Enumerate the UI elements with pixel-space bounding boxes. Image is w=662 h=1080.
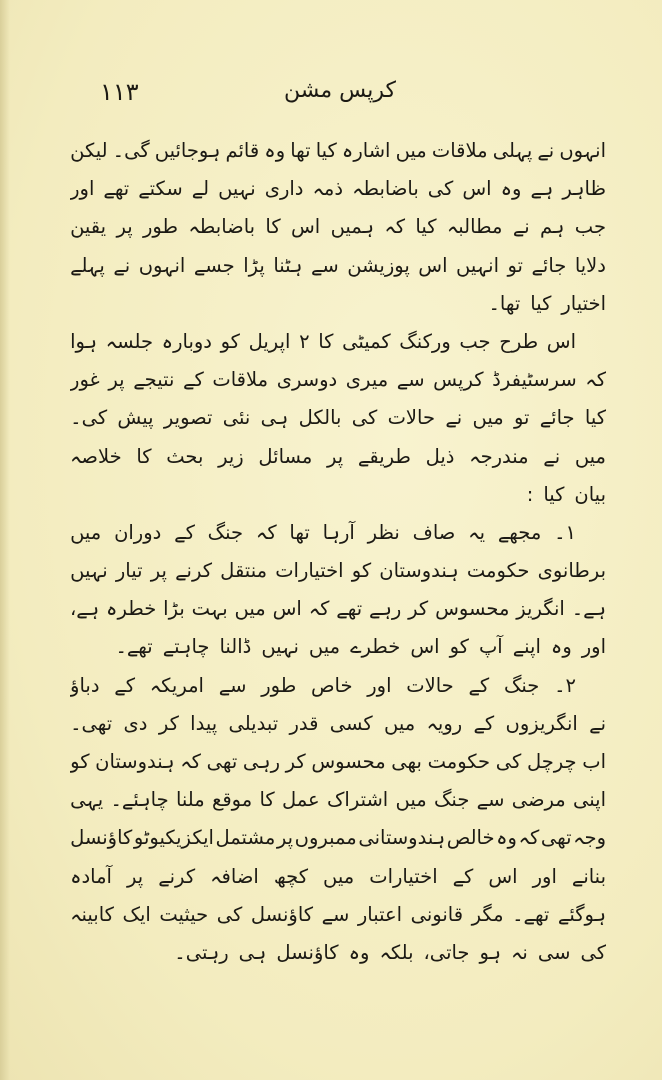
word: ہندوستان (95, 750, 175, 773)
word: ظاہر (562, 177, 606, 201)
word: اس (410, 635, 440, 659)
word: رہی (242, 750, 281, 773)
text-line (70, 438, 606, 476)
text-line (70, 361, 606, 399)
word: قانونی (410, 902, 464, 926)
word: کمیٹی (342, 329, 391, 353)
word: اس (418, 253, 448, 277)
word: کسی (329, 711, 373, 735)
word: میں (472, 406, 504, 430)
word: بڑا (163, 597, 185, 621)
word: تو (513, 406, 530, 430)
word: مگر (471, 902, 504, 926)
text-line (70, 323, 606, 361)
word: پر (127, 864, 144, 888)
word: دی (123, 711, 148, 735)
word: پر (150, 559, 167, 583)
word: تھی۔ (70, 711, 113, 735)
word: تبدیلی (228, 711, 279, 735)
word: جلسہ (105, 329, 154, 353)
word: میں (323, 864, 355, 888)
word: رہے (369, 597, 402, 621)
word: جاتی، (423, 940, 470, 964)
word: اضافہ (210, 864, 259, 888)
word: ہوا (70, 329, 98, 353)
text-line (70, 590, 606, 628)
word: چاہئے۔ (110, 788, 169, 812)
word: کہ (308, 597, 330, 621)
word: خطرہ (106, 597, 157, 621)
word: مندرجہ (469, 444, 529, 468)
word: تھے۔ (115, 635, 153, 659)
word: سے (476, 788, 505, 812)
text-line (70, 705, 606, 743)
word: کچھ (273, 864, 309, 888)
word: میں (308, 635, 341, 659)
word: مرضی (511, 788, 566, 812)
word: کی (216, 902, 243, 926)
word: ہوگئے (557, 902, 606, 926)
word: خاص (310, 673, 353, 697)
word: چاہتے (162, 635, 210, 659)
word: زیر (218, 444, 244, 468)
page-header (70, 78, 610, 114)
word: وہ (348, 940, 370, 964)
word: میں (70, 520, 102, 544)
word: کی۔ (70, 406, 108, 430)
word: جنگ (207, 520, 244, 544)
word: میں (574, 444, 606, 468)
word: کے (183, 368, 204, 392)
word: ملاقات (212, 368, 269, 392)
word: کہ (180, 750, 201, 773)
text-line (70, 858, 606, 896)
word: ہندوستان (379, 559, 459, 583)
word: وجہ (573, 826, 606, 850)
word: تھا (290, 139, 311, 162)
word: کیا (530, 291, 552, 315)
word: تھا (289, 520, 310, 544)
word: کے (452, 864, 474, 888)
word: نے (537, 139, 555, 162)
text-line (70, 934, 606, 972)
word: دوران (114, 520, 162, 544)
text-line (70, 628, 606, 666)
text-line (70, 819, 606, 857)
word: جائے (539, 406, 575, 430)
word: ممبروں (294, 826, 357, 850)
word: وہ (500, 177, 522, 201)
word: ہم (540, 215, 565, 239)
word: کیا (543, 482, 565, 506)
text-line (70, 896, 606, 934)
word: بالکل (298, 406, 342, 430)
text-line (70, 247, 606, 285)
word: میں (395, 788, 427, 812)
word: سے (310, 253, 339, 277)
word: کے (114, 673, 135, 697)
word: یہ (468, 520, 485, 544)
word: نہ (511, 940, 528, 964)
word: گی۔ (112, 139, 150, 162)
word: کرنے (158, 864, 196, 888)
page-number: ١١٣ (100, 78, 139, 106)
word: انہوں (138, 253, 186, 277)
word: نئی (222, 406, 251, 430)
word: صاف (412, 520, 456, 544)
text-line (70, 781, 606, 819)
word: ذیل (425, 444, 455, 468)
word: میں (234, 597, 266, 621)
word: ہٹنا (273, 253, 303, 277)
word: ذمہ (312, 177, 344, 201)
word: تیار (115, 559, 143, 583)
word: کی (495, 750, 522, 773)
word: اختیارات (275, 559, 344, 583)
word: پر (108, 368, 125, 392)
word: نے (589, 711, 606, 735)
word: ملنا (175, 788, 205, 812)
word: وہ (550, 635, 572, 659)
word: نظر (367, 520, 400, 544)
word: ہی (238, 940, 267, 964)
text-line (70, 399, 606, 437)
word: کاؤنسل (70, 826, 133, 850)
word: اس (488, 864, 518, 888)
word: انگریزوں (505, 711, 578, 735)
word: کہ (518, 826, 540, 850)
word: اب (582, 750, 606, 773)
word: تصویر (163, 406, 213, 430)
word: کے (468, 673, 490, 697)
word: بلکہ (379, 940, 414, 964)
word: تھے (336, 597, 363, 621)
word: نے (445, 406, 463, 430)
word: ہندوستانی (358, 826, 446, 850)
word: تھا۔ (488, 291, 521, 315)
word: کیا (315, 139, 337, 162)
word: سے (218, 673, 247, 697)
text-line (70, 514, 606, 552)
word: کر (158, 711, 179, 735)
word: قائم (225, 139, 260, 162)
word: پر (327, 444, 344, 468)
word: نے (113, 253, 131, 277)
word: یقین (70, 215, 107, 239)
word: میری (345, 368, 389, 392)
word: کی (427, 177, 454, 201)
word: لیکن (70, 139, 108, 162)
word: ہمیں (330, 215, 374, 239)
word: محسوس (435, 597, 510, 621)
text-line (70, 208, 606, 246)
word: حکومت (427, 750, 491, 773)
word: آرہا (322, 520, 355, 544)
word: نے (512, 215, 530, 239)
word: کیا (584, 406, 606, 430)
word: تھی (540, 826, 572, 850)
word: کی (580, 940, 606, 964)
word: ہے، (70, 597, 100, 621)
word: جائے (531, 253, 567, 277)
word: کر (285, 750, 306, 773)
word: کر (408, 597, 429, 621)
page-edge-shadow (0, 0, 10, 1080)
word: خطرے (350, 635, 401, 659)
word: میں (384, 711, 416, 735)
word: کا (259, 788, 275, 812)
word: طور (261, 673, 297, 697)
word: اور (532, 864, 557, 888)
word: چرچل (526, 750, 577, 773)
word: نتیجے (133, 368, 175, 392)
word: بھی (391, 750, 422, 773)
word: موقع (211, 788, 253, 812)
word: اشتراک (326, 788, 389, 812)
word: طرح (499, 329, 539, 353)
word: اس (462, 177, 492, 201)
word: ورکنگ (399, 329, 451, 353)
word: کہ (384, 215, 406, 239)
word: نہیں (218, 177, 256, 201)
word: کا (136, 444, 152, 468)
word: محسوس (311, 750, 386, 773)
word: دباؤ (70, 673, 100, 697)
word: حالات (387, 406, 436, 430)
word: دوبارہ (161, 329, 212, 353)
word: پر (276, 826, 294, 850)
word: نہیں (261, 635, 299, 659)
word: اور (70, 177, 95, 201)
word: کاؤنسل (250, 902, 314, 926)
word: کہ (255, 520, 277, 544)
word: رویہ (426, 711, 463, 735)
word: دلایا (574, 253, 606, 277)
word: ۲۔ (554, 673, 576, 697)
word: مشتمل (215, 826, 276, 850)
word: تھے۔ (512, 902, 550, 926)
word: پہلے (70, 253, 105, 277)
word: نے (543, 444, 561, 468)
word: کی (351, 406, 378, 430)
word: آپ (478, 635, 503, 659)
word: وہ (496, 826, 517, 850)
word: قدر (289, 711, 319, 735)
word: تو (507, 253, 523, 277)
text-line (70, 285, 606, 323)
word: پیدا (190, 711, 218, 735)
word: کیا (415, 215, 437, 239)
word: ہوجائیں (154, 139, 221, 162)
word: آمادہ (70, 864, 112, 888)
word: کو (449, 635, 469, 659)
word: ہے۔ (571, 597, 606, 621)
word: غور (70, 368, 100, 392)
word: تھے (103, 177, 130, 201)
word: وہ (264, 139, 286, 162)
word: اور (367, 673, 392, 697)
word: کا (318, 329, 334, 353)
text-line (70, 170, 606, 208)
word: اور (581, 635, 606, 659)
word: طور (142, 215, 178, 239)
word: تھی (206, 750, 238, 773)
word: اپنے (512, 635, 541, 659)
word: یہی (70, 788, 104, 812)
word: اختیارات (369, 864, 438, 888)
text-line (70, 667, 606, 705)
word: جنگ (503, 673, 540, 697)
word: دوسری (276, 368, 338, 392)
word: اس (290, 215, 321, 239)
word: عمل (281, 788, 320, 812)
word: کرنے (175, 559, 212, 583)
word: جسے (193, 253, 235, 277)
word: کا (265, 215, 281, 239)
body-text (70, 132, 606, 972)
word: ملاقات (431, 139, 488, 162)
word: باضابطہ (352, 177, 419, 201)
word: پڑا (243, 253, 265, 277)
word: کرپس (433, 368, 484, 392)
word: ایکزیکیوٹو (133, 826, 214, 850)
word: اس (272, 597, 302, 621)
text-line (70, 552, 606, 590)
word: کابینہ (70, 902, 114, 926)
word: جب (574, 215, 606, 239)
word: اعتبار (357, 902, 403, 926)
word: حکومت (466, 559, 530, 583)
word: سی (537, 940, 571, 964)
word: مطالبہ (446, 215, 503, 239)
word: کاؤنسل (276, 940, 339, 964)
word: بنانے (571, 864, 606, 888)
word: انہیں (455, 253, 499, 277)
word: اپنی (573, 788, 606, 812)
word: جب (459, 329, 491, 353)
word: اس (546, 329, 576, 353)
word: کو (351, 559, 372, 583)
word: ڈالنا (219, 635, 252, 659)
word: بیان (574, 482, 606, 506)
word: سے (321, 902, 350, 926)
word: نہیں (70, 559, 108, 583)
word: کے (473, 711, 495, 735)
word: خلاصہ (70, 444, 122, 468)
word: ۲ (299, 329, 310, 353)
word: بحث (166, 444, 204, 468)
running-title: کرپس مشن (284, 78, 396, 103)
word: کہ (585, 368, 606, 392)
word: پہلی (492, 139, 533, 162)
word: ہو (479, 940, 501, 964)
word: کو (70, 750, 90, 773)
word: داری (264, 177, 304, 201)
word: انگریز (516, 597, 565, 621)
word: منتقل (220, 559, 268, 583)
word: ایک (122, 902, 151, 926)
word: سکتے (138, 177, 183, 201)
word: طریقے (357, 444, 411, 468)
word: ہی (260, 406, 289, 430)
text-line (70, 132, 606, 170)
word: کے (174, 520, 195, 544)
word: باضابطہ (188, 215, 256, 239)
word: جنگ (433, 788, 470, 812)
word: رہتی۔ (174, 940, 229, 964)
word: ہے (530, 177, 554, 201)
word: مسائل (258, 444, 313, 468)
word: حالات (406, 673, 454, 697)
word: اشارہ (341, 139, 391, 162)
word: اختیار (561, 291, 606, 315)
word: ۱۔ (554, 520, 576, 544)
word: پیش (117, 406, 154, 430)
text-line (70, 743, 606, 781)
word: مجھے (497, 520, 542, 544)
word: اپریل (248, 329, 291, 353)
word: بہت (191, 597, 228, 621)
word: حیثیت (159, 902, 209, 926)
text-line (70, 476, 606, 514)
word: سے (396, 368, 425, 392)
word: میں (395, 139, 427, 162)
word: خالص (446, 826, 495, 850)
word: : (526, 482, 534, 506)
word: برطانوی (537, 559, 606, 583)
word: امریکہ (149, 673, 204, 697)
word: پوزیشن (347, 253, 410, 277)
word: لے (191, 177, 210, 201)
word: پر (116, 215, 133, 239)
word: انہوں (559, 139, 606, 162)
word: سرسٹیفرڈ (492, 368, 577, 392)
word: کو (220, 329, 240, 353)
